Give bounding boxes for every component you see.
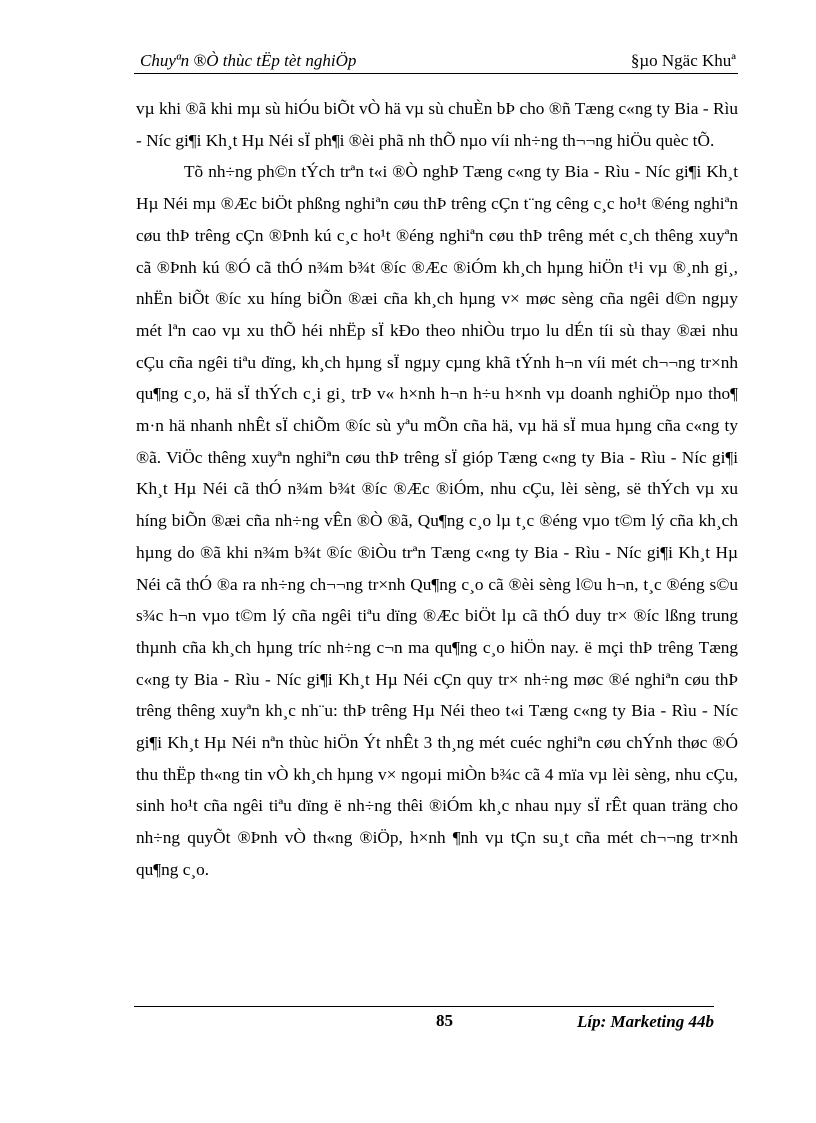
header-author-name: §µo Ngäc Khuª xyxy=(630,51,736,70)
footer-divider xyxy=(134,1006,714,1007)
body-text xyxy=(136,93,738,886)
page-header xyxy=(134,50,738,72)
footer-class-label: Líp: Marketing 44b xyxy=(577,1012,714,1031)
header-document-title: Chuyªn ®Ò thùc tËp tèt nghiÖp xyxy=(140,51,357,70)
paragraph-1: vµ khi ®ã khi mµ sù hiÓu biÕt vÒ hä vµ sù chuÈn bÞ cho ®ñ Tæng c«ng ty Bia - Rìu - Níc gi¶i Kh¸t Hµ Néi sÏ ph¶i ®èi phã nh thÕ nµo víi nh÷ng th¬¬ng hiÖu quèc tÕ. xyxy=(136,99,738,150)
paragraph-2: Tõ nh÷ng ph©n tÝch trªn t«i ®Ò nghÞ Tæng c«ng ty Bia - Rìu - Níc gi¶i Kh¸t Hµ Néi mµ ®Æc biÖt phßng nghiªn cøu thÞ trêng cÇn t¨ng cêng c¸c ho¹t ®éng nghiªn cøu thÞ trêng cÇn ®Þnh kú c¸c ho¹t ®éng nghiªn cøu thÞ trêng mét c¸ch thêng xuyªn cã ®Þnh kú ®Ó cã thÓ n¾m b¾t ®íc ®Æc ®iÓm kh¸ch hµng hiÖn t¹i vµ ®¸nh gi¸, nhËn biÕt ®íc xu híng biÕn ®æi cña kh¸ch hµng v× møc sèng cña ngêi d©n ngµy mét lªn cao vµ xu thÕ héi nhËp sÏ kÐo theo nhiÒu trµo lu dÉn tíi sù thay ®æi nhu cÇu cña ngêi tiªu dïng, kh¸ch hµng sÏ ngµy cµng khã tÝnh h¬n víi mét ch¬¬ng tr×nh qu¶ng c¸o, hä sÏ thÝch c¸i gi¸ trÞ v« h×nh h¬n h÷u h×nh vµ doanh nghiÖp nµo tho¶ m·n hä nhanh nhÊt sÏ chiÕm ®íc sù yªu mÕn cña hä, vµ hä sÏ mua hµng cña c«ng ty ®ã. ViÖc thêng xuyªn nghiªn cøu thÞ trêng sÏ gióp Tæng c«ng ty Bia - Rìu - Níc gi¶i Kh¸t Hµ Néi cã thÓ n¾m b¾t ®íc ®Æc ®iÓm, nhu cÇu, lèi sèng, së thÝch vµ xu híng biÕn ®æi cña nh÷ng vÊn ®Ò ®ã, Qu¶ng c¸o lµ t¸c ®éng vµo t©m lý cña kh¸ch hµng do ®ã khi n¾m b¾t ®íc ®iÒu trªn Tæng c«ng ty Bia - Rìu - Níc gi¶i Kh¸t Hµ Néi cã thÓ ®a ra nh÷ng ch¬¬ng tr×nh Qu¶ng c¸o cã ®èi sèng l©u h¬n, t¸c ®éng s©u s¾c h¬n vµo t©m lý cña ngêi tiªu dïng ®Æc biÖt lµ cã thÓ duy tr× ®íc lßng trung thµnh cña kh¸ch hµng tríc nh÷ng c¬n ma qu¶ng c¸o hiÖn nay. ë mçi thÞ trêng Tæng c«ng ty Bia - Rìu - Níc gi¶i Kh¸t Hµ Néi cÇn quy tr× nh÷ng møc ®é nghiªn cøu thÞ trêng thêng xuyªn kh¸c nh¨u: thÞ trêng Hµ Néi theo t«i Tæng c«ng ty Bia - Rìu - Níc gi¶i Kh¸t Hµ Néi nªn thùc hiÖn Ýt nhÊt 3 th¸ng mét cuéc nghiªn cøu chÝnh thøc ®Ó thu thËp th«ng tin vÒ kh¸ch hµng v× ngoµi miÒn b¾c cã 4 mïa vµ lèi sèng, nhu cÇu, sinh ho¹t cña ngêi tiªu dïng ë nh÷ng thêi ®iÓm kh¸c nhau nµy sÏ rÊt quan träng cho nh÷ng quyÕt ®Þnh vÒ th«ng ®iÖp, h×nh ¶nh vµ tÇn su¸t cña mét ch¬¬ng tr×nh qu¶ng c¸o. xyxy=(136,162,738,879)
page-number: 85 xyxy=(436,1011,453,1030)
header-divider xyxy=(134,73,738,74)
